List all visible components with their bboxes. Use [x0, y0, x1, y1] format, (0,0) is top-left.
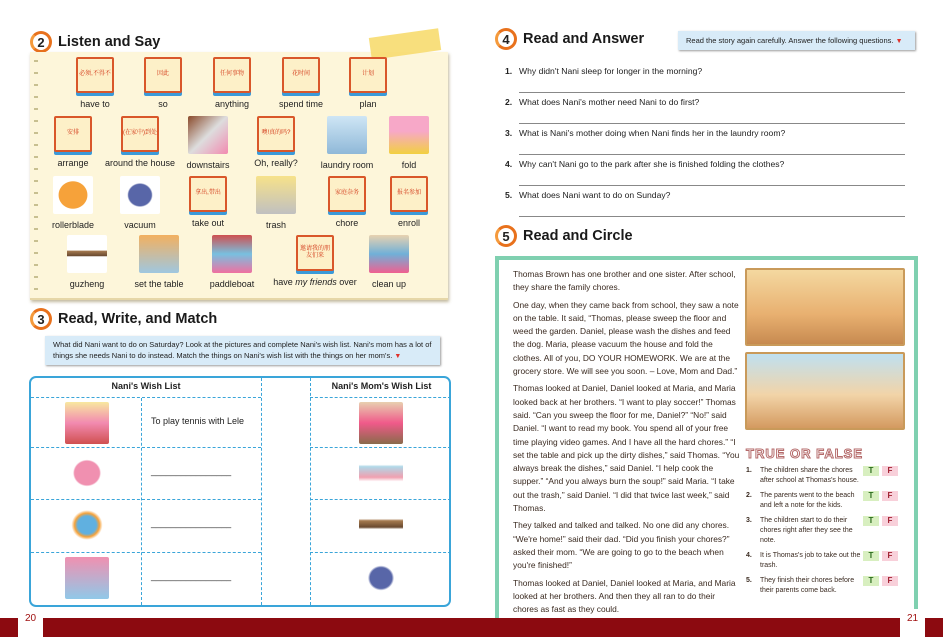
word-card: 计划 [349, 57, 387, 93]
true-false-item [746, 576, 916, 600]
mom-wish-picture [359, 504, 403, 546]
question-number: 1. [505, 66, 513, 76]
vocab-word: guzheng [69, 279, 105, 289]
vocab-word: vacuum [124, 220, 156, 230]
word-card: 任何事物 [213, 57, 251, 93]
wish-answer-blank[interactable]: ________________ [151, 466, 232, 476]
true-false-item [746, 491, 916, 515]
question-number: 2. [505, 97, 513, 107]
true-false-item [746, 466, 916, 490]
word-card: 邀请我的朋友们来 [296, 235, 334, 271]
item-number: 1. [746, 467, 752, 474]
section-number: 4 [495, 28, 517, 50]
wish-picture [65, 452, 109, 494]
story-paragraph: One day, when they came back from school, they saw a note on the table. It said, “Thomas, please sweep the floor and weed the garden. Daniel, please wash the dishes and feed the dog. Maria, please vacuum the house and fold the clothes. All of you, DO YOUR HOMEWORK. We are at the grocery store. We will see you soon. – Love, Mom and Dad.” [513, 299, 739, 377]
false-option[interactable]: F [882, 551, 898, 561]
statement-text: They finish their chores before their parents come back. [760, 577, 855, 594]
stairs-picture [188, 116, 228, 154]
word-card: 报名参加 [390, 176, 428, 212]
vocab-word: fold [401, 160, 417, 170]
vocab-word: rollerblade [51, 220, 95, 230]
story-paragraph: Thomas Brown has one brother and one sister. After school, they share the family chores. [513, 269, 736, 293]
item-number: 5. [746, 577, 752, 584]
word-card: 安排 [54, 116, 92, 152]
word-part: have [273, 277, 296, 287]
triangle-icon: ▼ [895, 38, 903, 45]
vocab-word: set the table [134, 279, 184, 289]
question-text: What does Nani's mother need Nani to do first? [519, 97, 700, 107]
divider [31, 447, 261, 448]
vocab-word [273, 277, 357, 287]
laundry-room-picture [327, 116, 367, 154]
section-number: 5 [495, 225, 517, 247]
guzheng-picture [67, 235, 107, 273]
section-5-header [495, 225, 633, 247]
question [505, 159, 784, 169]
question-text: Why didn't Nani sleep for longer in the morning? [519, 66, 703, 76]
vocab-item[interactable] [328, 57, 408, 109]
true-false-item [746, 551, 916, 575]
true-option[interactable]: T [863, 576, 879, 586]
section-2-header [30, 31, 160, 53]
divider [261, 378, 262, 605]
true-false-item [746, 516, 916, 544]
vocab-word: plan [359, 99, 377, 109]
word-card: 噢!真的吗? [257, 116, 295, 152]
question [505, 128, 785, 138]
statement-text: The children start to do their chores right after they see the note. [760, 517, 853, 544]
page-number-left: 20 [18, 609, 43, 637]
instruction-text: What did Nani want to do on Saturday? Look at the pictures and complete Nani's wish list. Nani's mom has a lot of things she needs Nani to do instead. Match the things on Nani's wish list with the things on her mom's. [53, 340, 432, 360]
statement-text: The parents went to the beach and left a note for the kids. [760, 492, 855, 509]
section-title: Listen and Say [58, 34, 161, 50]
divider [31, 397, 261, 398]
mom-wish-picture [359, 557, 403, 599]
vocab-word: spend time [278, 99, 324, 109]
true-option[interactable]: T [863, 466, 879, 476]
section-title: Read, Write, and Match [58, 311, 218, 327]
vacuum-picture [120, 176, 160, 214]
vocab-item[interactable] [192, 235, 272, 289]
question-number: 3. [505, 128, 513, 138]
divider [141, 398, 142, 605]
divider [310, 499, 451, 500]
divider [310, 378, 311, 605]
vocab-item[interactable] [275, 235, 355, 287]
answer-line[interactable] [519, 123, 905, 124]
paddleboat-picture [212, 235, 252, 273]
true-option[interactable]: T [863, 516, 879, 526]
story-text [513, 268, 741, 620]
section-3-header [30, 308, 217, 330]
column-header-nani: Nani's Wish List [111, 381, 181, 391]
wish-list-table [29, 376, 451, 607]
false-option[interactable]: F [882, 491, 898, 501]
vocab-item[interactable] [236, 116, 316, 168]
vocab-word: so [158, 99, 168, 109]
true-option[interactable]: T [863, 491, 879, 501]
fold-picture [389, 116, 429, 154]
answer-line[interactable] [519, 216, 905, 217]
story-paragraph: Thomas looked at Daniel, Daniel looked at Maria, and Maria looked at her brothers. And then they all ran to do their chores as fast as they could. [513, 577, 736, 615]
wish-picture [65, 402, 109, 444]
vocab-item[interactable] [123, 57, 203, 109]
story-paragraph: Thomas looked at Daniel, Daniel looked at Maria, and Maria looked back at her brothers. “I want to play soccer!” Thomas said. “Can you sweep the floor for me, Daniel?” “No!” said Daniel. “I want to read my book. You spend all of your free time playing video games. And I have all the hard chores.” “I set the table and pick up the dirty dishes,” said Thomas. “You always break the dishes,” said Daniel. “I help cook the supper.” “And you always burn the soup!” said Maria. “I take out the trash,” said Daniel. “I did that twice last week,” said Thomas. [513, 383, 740, 514]
divider [310, 552, 451, 553]
instruction-box [678, 31, 915, 50]
vocab-item[interactable] [47, 235, 127, 289]
section-4-header [495, 28, 644, 50]
vocab-item[interactable] [369, 116, 449, 170]
instruction-text: Read the story again carefully. Answer the following questions. [686, 36, 894, 45]
answer-line[interactable] [519, 92, 905, 93]
question [505, 190, 670, 200]
vocab-item[interactable] [119, 235, 199, 289]
vocab-word: clean up [371, 279, 407, 289]
section-title: Read and Answer [523, 31, 645, 47]
word-card: 花时间 [282, 57, 320, 93]
instruction-box [45, 336, 440, 365]
wish-answer-blank[interactable]: ________________ [151, 571, 232, 581]
word-card: (在家中)到处 [121, 116, 159, 152]
word-card: 必须,不得不 [76, 57, 114, 93]
vocab-word: laundry room [320, 160, 374, 170]
statement-text: The children share the chores after school at Thomas's house. [760, 467, 859, 484]
question-text: What does Nani want to do on Sunday? [519, 190, 671, 200]
vocab-item[interactable] [236, 176, 316, 230]
item-number: 2. [746, 492, 752, 499]
vocab-item[interactable] [369, 176, 449, 228]
wish-picture [65, 557, 109, 599]
question [505, 66, 702, 76]
vocab-word: downstairs [186, 160, 230, 170]
wish-answer-blank[interactable]: ________________ [151, 518, 232, 528]
parents-returning-illustration [745, 352, 905, 430]
vocab-word: have to [80, 99, 110, 109]
trash-picture [256, 176, 296, 214]
divider [310, 397, 451, 398]
divider [310, 447, 451, 448]
clean-up-picture [369, 235, 409, 273]
word-card: 拿出,带出 [189, 176, 227, 212]
answer-line[interactable] [519, 154, 905, 155]
question-number: 5. [505, 190, 513, 200]
question [505, 97, 699, 107]
word-card: 因此 [144, 57, 182, 93]
page-number-right: 21 [900, 609, 925, 637]
question-number: 4. [505, 159, 513, 169]
vocab-word: anything [214, 99, 250, 109]
mom-wish-picture [359, 452, 403, 494]
triangle-icon: ▼ [394, 353, 402, 360]
false-option[interactable]: F [882, 516, 898, 526]
vocab-word: Oh, really? [254, 158, 298, 168]
item-number: 4. [746, 552, 752, 559]
item-number: 3. [746, 517, 752, 524]
wish-picture [65, 504, 109, 546]
vocab-item[interactable] [192, 57, 272, 109]
question-text: Why can't Nani go to the park after she is finished folding the clothes? [519, 159, 785, 169]
mom-wish-picture [359, 402, 403, 444]
section-number: 2 [30, 31, 52, 53]
divider [31, 552, 261, 553]
vocab-word: around the house [104, 158, 176, 168]
vocab-word: trash [265, 220, 286, 230]
question-text: What is Nani's mother doing when Nani finds her in the laundry room? [519, 128, 786, 138]
story-paragraph: They talked and talked and talked. No one did any chores. “We're home!” said their dad. “Did you finish your chores?” asked their mom. “We are going to go to the beach when you're finished!” [513, 520, 730, 571]
wish-text: To play tennis with Lele [151, 416, 245, 426]
false-option[interactable]: F [882, 576, 898, 586]
vocab-word: enroll [397, 218, 420, 228]
section-number: 3 [30, 308, 52, 330]
divider [31, 499, 261, 500]
children-reading-note-illustration [745, 268, 905, 346]
vocab-word: paddleboat [209, 279, 255, 289]
word-emphasis: my friends [295, 277, 337, 287]
false-option[interactable]: F [882, 466, 898, 476]
vocab-word: take out [191, 218, 225, 228]
word-card: 家庭杂务 [328, 176, 366, 212]
vocab-word: arrange [57, 158, 89, 168]
set-table-picture [139, 235, 179, 273]
rollerblade-picture [53, 176, 93, 214]
column-header-mom: Nani's Mom's Wish List [331, 381, 432, 391]
vocab-word: chore [335, 218, 359, 228]
true-or-false-title: TRUE OR FALSE [746, 446, 864, 461]
section-title: Read and Circle [523, 228, 633, 244]
vocab-item[interactable] [349, 235, 429, 289]
answer-line[interactable] [519, 185, 905, 186]
statement-text: It is Thomas's job to take out the trash. [760, 552, 861, 569]
page-footer-bar [0, 618, 943, 637]
true-option[interactable]: T [863, 551, 879, 561]
word-part: over [336, 277, 357, 287]
